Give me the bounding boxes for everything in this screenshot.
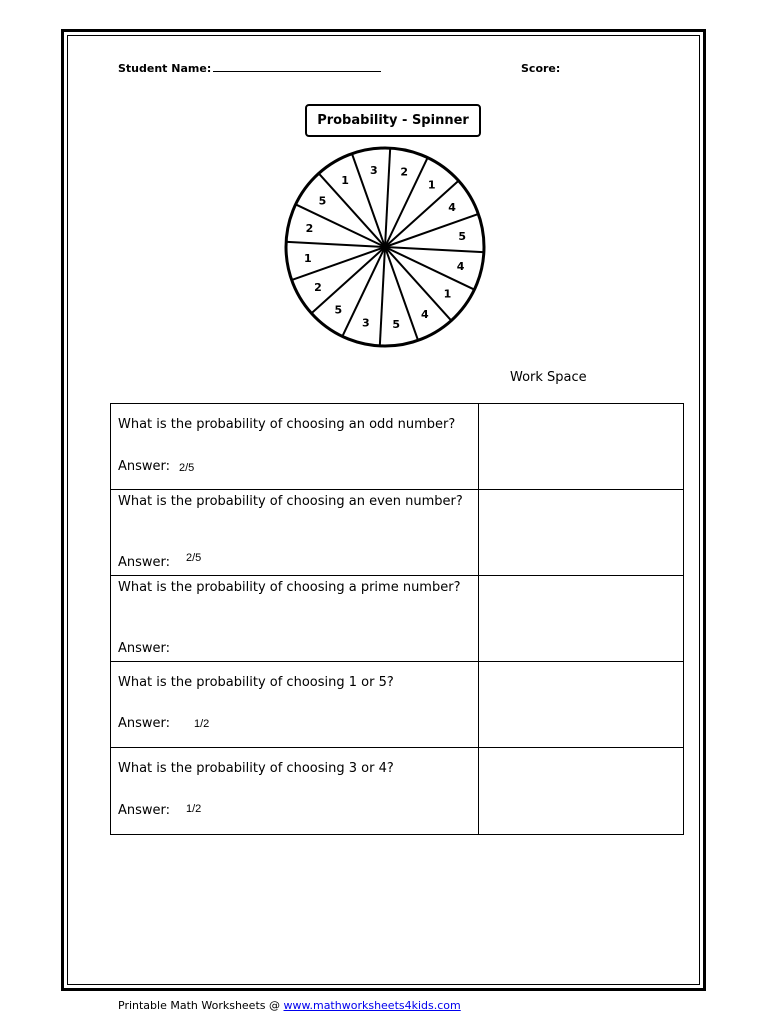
question-cell <box>111 490 479 576</box>
answer-value: 2/5 <box>186 552 202 564</box>
spinner-divider-line <box>385 178 458 247</box>
spinner-label: 5 <box>334 303 343 317</box>
spinner-center <box>382 244 388 250</box>
spinner-label: 1 <box>443 287 452 301</box>
work-space-label: Work Space <box>510 370 587 385</box>
table-row <box>111 662 684 748</box>
spinner-label: 4 <box>421 308 429 322</box>
answer-label: Answer: <box>118 803 171 818</box>
score-label: Score: <box>521 62 561 75</box>
question-cell <box>111 662 479 748</box>
spinner-label: 5 <box>392 318 401 332</box>
spinner-label: 4 <box>456 260 465 274</box>
spinner-wheel <box>280 142 490 352</box>
spinner-label: 5 <box>458 229 467 243</box>
work-space-cell <box>479 490 684 576</box>
work-space-cell <box>479 404 684 490</box>
spinner-label: 1 <box>341 173 349 187</box>
footer-text: Printable Math Worksheets @ <box>118 999 280 1012</box>
footer <box>118 999 461 1012</box>
question-text: What is the probability of choosing an even number? <box>118 494 463 509</box>
table-row <box>111 404 684 490</box>
spinner-label: 2 <box>314 280 322 294</box>
student-name-line <box>213 62 381 72</box>
question-table <box>110 403 684 835</box>
spinner-divider-line <box>385 247 483 252</box>
answer-label: Answer: <box>118 555 171 570</box>
question-text: What is the probability of choosing 3 or 4? <box>118 761 394 776</box>
work-space-cell <box>479 576 684 662</box>
spinner-label: 1 <box>427 178 436 192</box>
spinner-label: 1 <box>303 252 312 266</box>
answer-label: Answer: <box>118 716 171 731</box>
spinner-divider-line <box>287 242 385 247</box>
footer-link[interactable]: www.mathworksheets4kids.com <box>283 999 461 1012</box>
spinner-divider-line <box>312 247 385 313</box>
spinner-label: 2 <box>305 221 314 235</box>
spinner-divider-line <box>380 247 385 345</box>
question-text: What is the probability of choosing an odd number? <box>118 417 456 432</box>
work-space-cell <box>479 662 684 748</box>
table-row <box>111 576 684 662</box>
table-row <box>111 490 684 576</box>
question-cell <box>111 576 479 662</box>
question-cell <box>111 748 479 835</box>
answer-label: Answer: <box>118 641 171 656</box>
spinner-label: 3 <box>361 316 370 330</box>
spinner-divider-line <box>319 174 385 247</box>
question-text: What is the probability of choosing 1 or 5? <box>118 675 394 690</box>
student-name-label: Student Name: <box>118 62 212 75</box>
answer-value: 2/5 <box>179 462 195 474</box>
spinner-label: 2 <box>400 165 409 179</box>
spinner-label: 5 <box>318 194 327 208</box>
worksheet-title: Probability - Spinner <box>305 104 481 137</box>
student-name-field <box>118 62 381 75</box>
work-space-cell <box>479 748 684 835</box>
spinner-label: 3 <box>369 163 378 177</box>
spinner-divider-line <box>385 247 451 320</box>
table-row <box>111 748 684 835</box>
answer-value: 1/2 <box>194 718 210 730</box>
question-cell <box>111 404 479 490</box>
spinner-divider-line <box>385 149 390 247</box>
spinner-label: 4 <box>448 201 456 215</box>
question-text: What is the probability of choosing a prime number? <box>118 580 461 595</box>
answer-label: Answer: <box>118 459 171 474</box>
answer-value: 1/2 <box>186 803 202 815</box>
